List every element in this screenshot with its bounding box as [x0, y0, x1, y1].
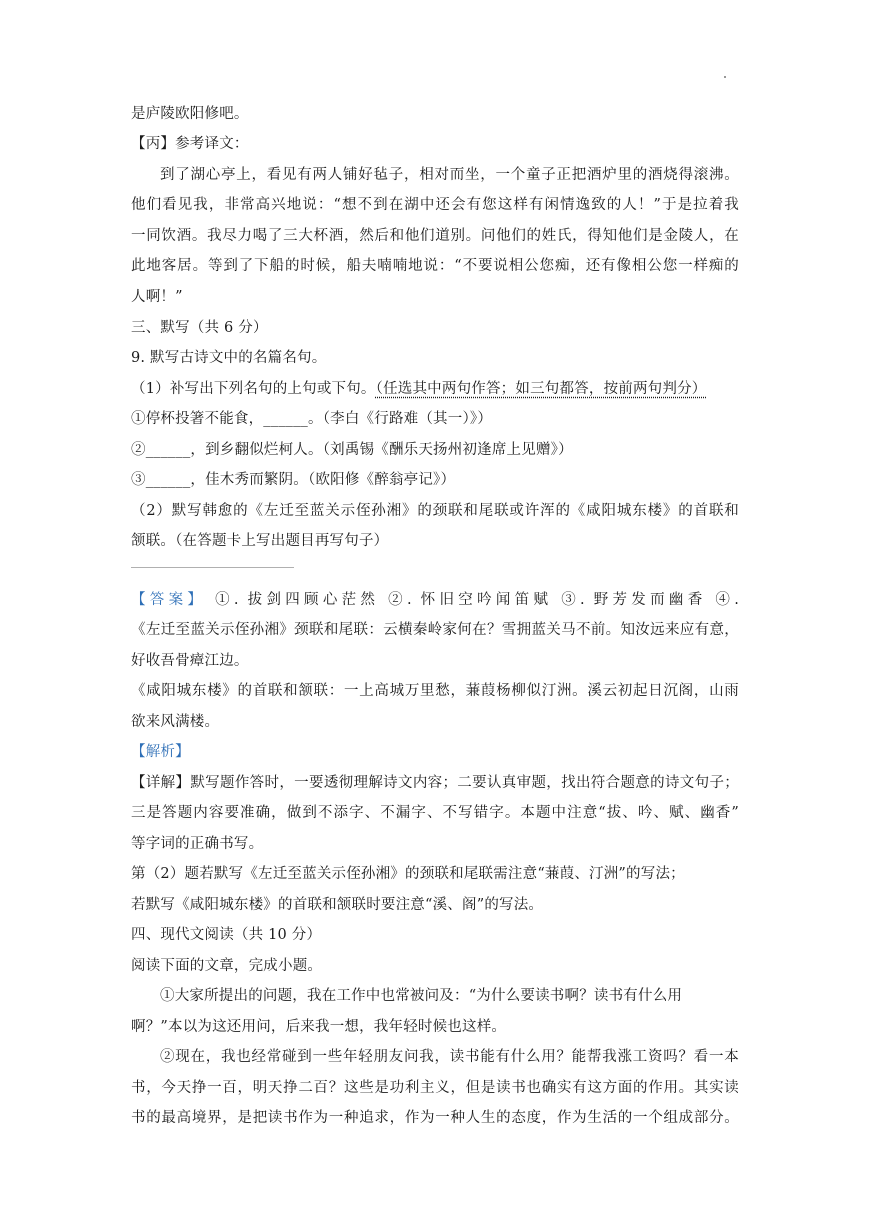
- analysis-text: 等字词的正确书写。: [131, 836, 264, 852]
- paragraph-line: 人啊！”: [131, 289, 183, 305]
- reading-paragraph: 啊？”本以为这还用问，后来我一想，我年轻时候也这样。: [131, 1019, 507, 1035]
- answer-tag: 【答案】: [131, 592, 207, 608]
- divider-line: [131, 567, 294, 568]
- section-heading-dictation: 三、默写（共 6 分）: [131, 320, 268, 336]
- text-line: 是庐陵欧阳修吧。: [131, 106, 249, 122]
- answer-item: ①. 拔剑四顾心茫然: [215, 592, 380, 608]
- answer-item: ②. 怀旧空吟闻笛赋: [388, 592, 553, 608]
- answer-line: [131, 590, 739, 610]
- question-part-1-text: （1）补写出下列名句的上句或下句。: [131, 381, 376, 397]
- question-part-1: [131, 379, 739, 399]
- paragraph-line: 他们看见我，非常高兴地说：“想不到在湖中还会有您这样有闲情逸致的人！”于是拉着我: [131, 197, 739, 213]
- question-part-1-note: （任选其中两句作答；如三句都答，按前两句判分）: [375, 381, 707, 397]
- section-heading-bing: 【丙】参考译文：: [131, 136, 249, 152]
- reading-paragraph: ②现在，我也经常碰到一些年轻朋友问我，读书能有什么用？能帮我涨工资吗？看一本: [160, 1049, 739, 1065]
- paragraph-line: 到了湖心亭上，看见有两人铺好毡子，相对而坐，一个童子正把酒炉里的酒烧得滚沸。: [160, 167, 739, 183]
- reading-instruction: 阅读下面的文章，完成小题。: [131, 958, 323, 974]
- question-part-2: （2）默写韩愈的《左迁至蓝关示侄孙湘》的颈联和尾联或许浑的《咸阳城东楼》的首联和: [131, 503, 739, 519]
- section-heading-reading: 四、现代文阅读（共 10 分）: [131, 927, 322, 943]
- fill-blank-item: ②______，到乡翻似烂柯人。（刘禹锡《酬乐天扬州初逢席上见赠》）: [131, 442, 573, 458]
- analysis-tag: 【解析】: [131, 744, 190, 760]
- answer-item: ④.: [715, 592, 740, 608]
- paragraph-line: 一同饮酒。我尽力喝了三大杯酒，然后和他们道别。问他们的姓氏，得知他们是金陵人，在: [131, 228, 739, 244]
- answer-text: 《左迁至蓝关示侄孙湘》颈联和尾联：云横秦岭家何在？雪拥蓝关马不前。知汝远来应有意，: [131, 622, 739, 638]
- paragraph-line: 此地客居。等到了下船的时候，船夫喃喃地说：“不要说相公您痴，还有像相公您一样痴的: [131, 258, 739, 274]
- answer-text: 欲来风满楼。: [131, 714, 220, 730]
- question-title: 9. 默写古诗文中的名篇名句。: [131, 350, 327, 366]
- analysis-text: 【详解】默写题作答时，一要透彻理解诗文内容；二要认真审题，找出符合题意的诗文句子；: [131, 775, 739, 791]
- analysis-text: 第（2）题若默写《左迁至蓝关示侄孙湘》的颈联和尾联需注意“蒹葭、汀洲”的写法；: [131, 866, 685, 882]
- answer-item: ③. 野芳发而幽香: [561, 592, 707, 608]
- fill-blank-item: ①停杯投箸不能食，______。（李白《行路难（其一）》）: [131, 411, 493, 427]
- analysis-text: 三是答题内容要准确，做到不添字、不漏字、不写错字。本题中注意“拔、吟、赋、幽香”: [131, 805, 739, 821]
- reading-paragraph: 书，今天挣一百，明天挣二百？这些是功利主义，但是读书也确实有这方面的作用。其实读: [131, 1080, 739, 1096]
- analysis-text: 若默写《咸阳城东楼》的首联和颔联时要注意“溪、阁”的写法。: [131, 897, 544, 913]
- answer-text: 《咸阳城东楼》的首联和颔联：一上高城万里愁，蒹葭杨柳似汀洲。溪云初起日沉阁，山雨: [131, 683, 739, 699]
- question-part-2: 颔联。（在答题卡上写出题目再写句子）: [131, 533, 389, 549]
- fill-blank-item: ③______，佳木秀而繁阴。（欧阳修《醉翁亭记》）: [131, 472, 456, 488]
- reading-paragraph: ①大家所提出的问题，我在工作中也常被问及：“为什么要读书啊？读书有什么用: [160, 988, 683, 1004]
- reading-paragraph: 书的最高境界，是把读书作为一种追求，作为一种人生的态度，作为生活的一个组成部分。: [131, 1110, 739, 1126]
- page-corner-dot: [724, 76, 726, 78]
- answer-text: 好收吾骨瘴江边。: [131, 653, 249, 669]
